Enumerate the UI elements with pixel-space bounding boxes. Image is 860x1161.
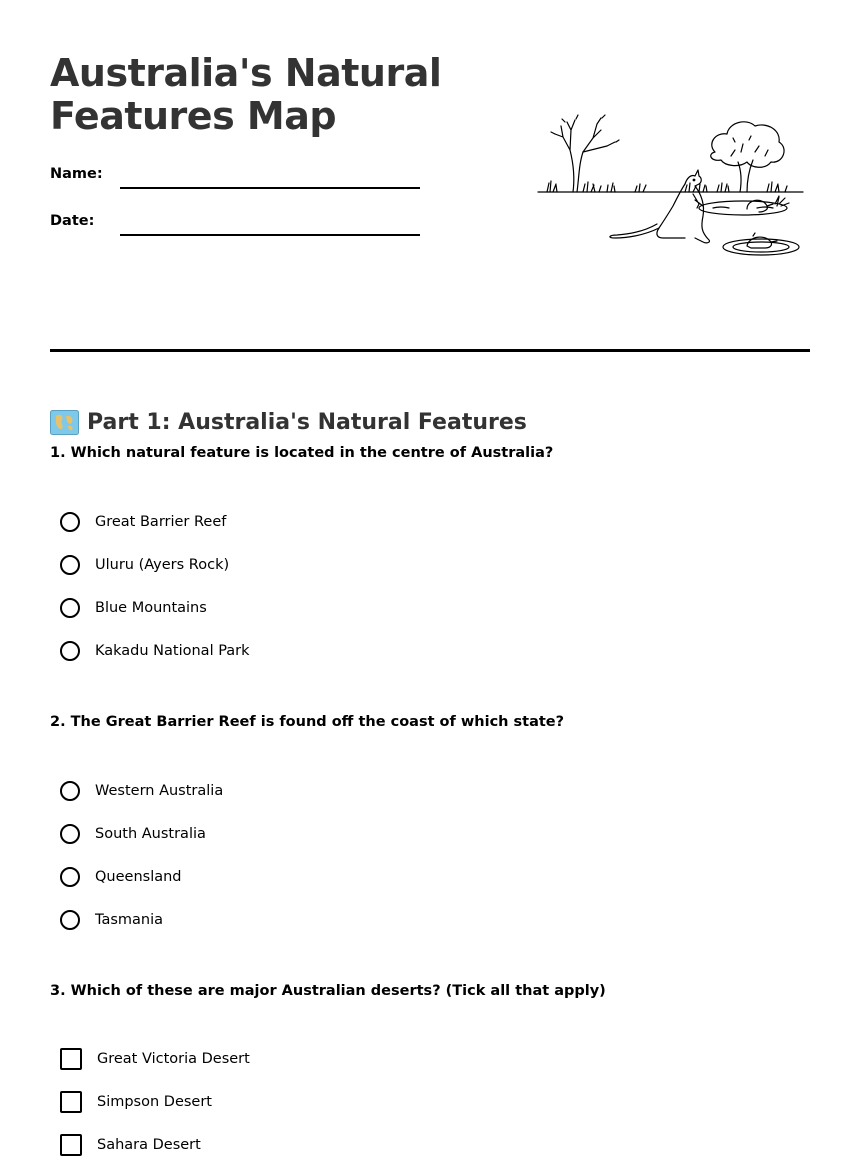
radio-button[interactable] [60,910,80,930]
option-label: Western Australia [95,783,224,799]
date-field-row [50,211,420,241]
worksheet-header [50,52,810,312]
worksheet-title: Australia's Natural Features Map [50,51,442,138]
option-label: Great Barrier Reef [95,514,227,530]
name-write-line[interactable] [120,187,420,189]
q1-option-3[interactable] [60,595,207,621]
part1-title [50,407,527,437]
q2-option-3[interactable] [60,864,182,890]
checkbox[interactable] [60,1091,82,1113]
q2-option-1[interactable] [60,778,223,804]
option-label: Uluru (Ayers Rock) [95,557,230,573]
world-map-icon [50,410,79,435]
question-3: 3. Which of these are major Australian deserts? (Tick all that apply) [50,983,606,999]
option-label: Kakadu National Park [95,643,250,659]
checkbox[interactable] [60,1048,82,1070]
q3-option-1[interactable] [60,1046,250,1072]
part1-title-text: Part 1: Australia's Natural Features [87,409,527,435]
q1-option-1[interactable] [60,509,226,535]
question-1: 1. Which natural feature is located in the centre of Australia? [50,445,554,461]
radio-button[interactable] [60,867,80,887]
option-label: Simpson Desert [97,1094,212,1110]
radio-button[interactable] [60,824,80,844]
q2-option-2[interactable] [60,821,206,847]
option-label: Sahara Desert [97,1137,201,1153]
q3-option-2[interactable] [60,1089,212,1115]
name-label: Name: [50,166,103,182]
option-label: Tasmania [95,912,164,928]
q1-option-2[interactable] [60,552,229,578]
name-field-row [50,164,420,194]
q3-option-3[interactable] [60,1132,201,1158]
radio-button[interactable] [60,512,80,532]
radio-button[interactable] [60,781,80,801]
radio-button[interactable] [60,641,80,661]
outback-landscape-kangaroo-illustration [535,112,805,272]
date-label: Date: [50,213,95,229]
radio-button[interactable] [60,598,80,618]
checkbox[interactable] [60,1134,82,1156]
option-label: Blue Mountains [95,600,207,616]
q2-option-4[interactable] [60,907,163,933]
question-2: 2. The Great Barrier Reef is found off the coast of which state? [50,714,565,730]
option-label: Queensland [95,869,182,885]
option-label: South Australia [95,826,206,842]
header-divider [50,349,810,352]
q1-option-4[interactable] [60,638,250,664]
date-write-line[interactable] [120,234,420,236]
option-label: Great Victoria Desert [97,1051,250,1067]
radio-button[interactable] [60,555,80,575]
